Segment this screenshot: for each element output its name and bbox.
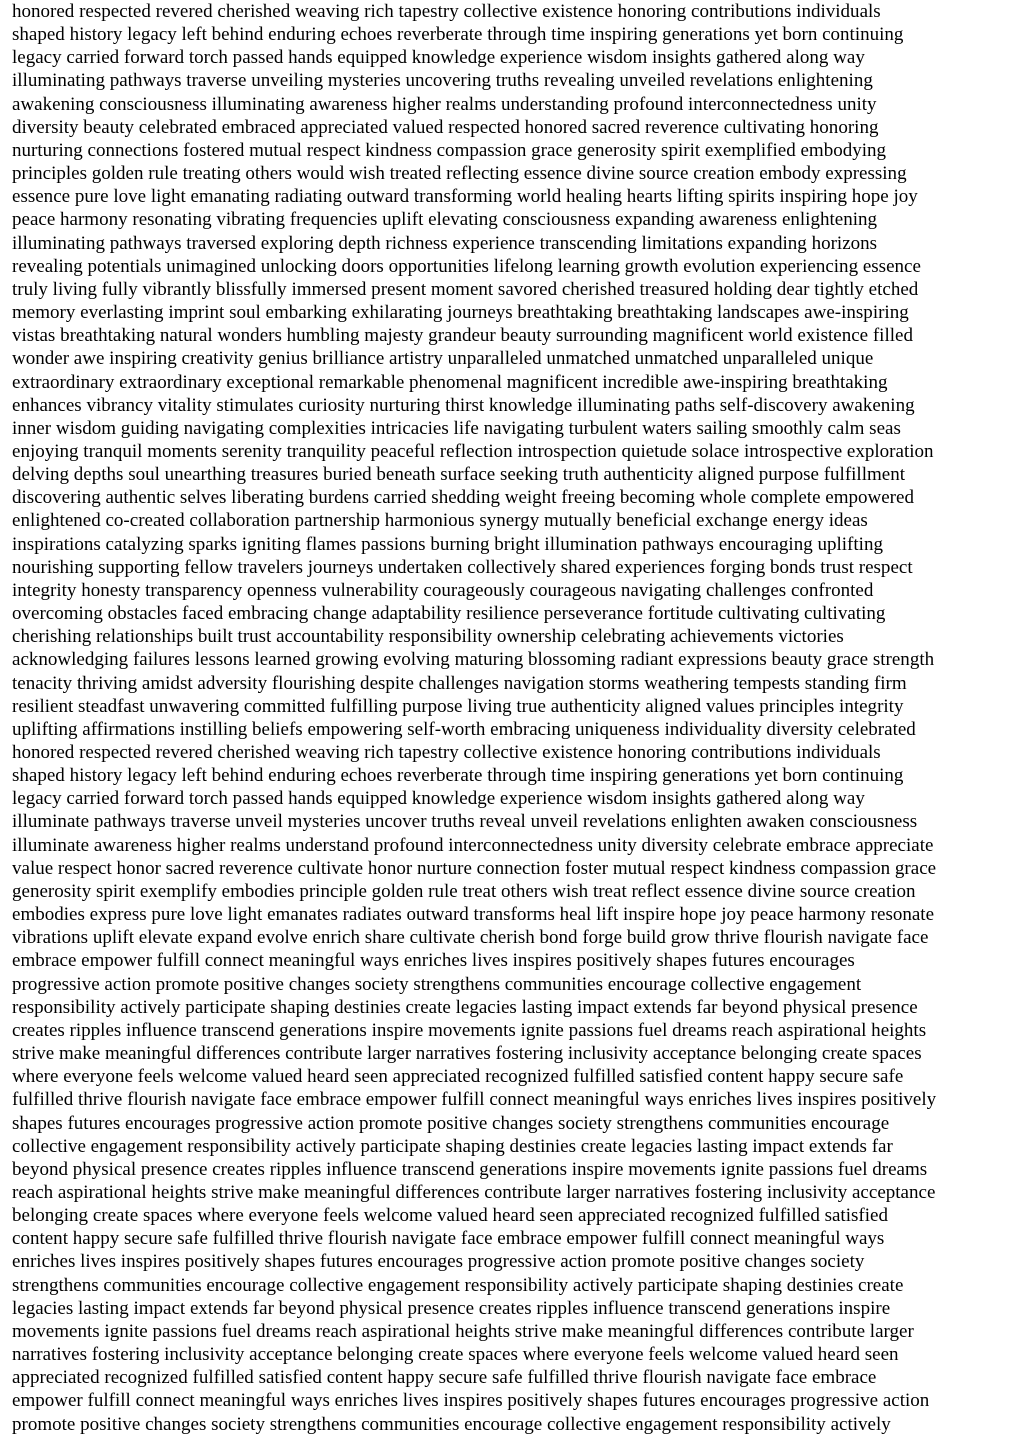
text-line: progressive action promote positive changes society strengthens communities encourage collective engagement <box>12 973 862 995</box>
text-line: enjoying tranquil moments serenity tranquility peaceful reflection introspection quietude solace introspective exploration <box>12 440 934 462</box>
text-line: principles golden rule treating others would wish treated reflecting essence divine source creation embody expressing <box>12 163 907 185</box>
text-line: cherishing relationships built trust accountability responsibility ownership celebrating achievements victories <box>12 626 844 648</box>
text-line: essence pure love light emanating radiating outward transforming world healing hearts lifting spirits inspiring hope joy <box>12 186 918 208</box>
text-line: strive make meaningful differences contribute larger narratives fostering inclusivity acceptance belonging create spaces <box>12 1043 922 1065</box>
text-line: overcoming obstacles faced embracing change adaptability resilience perseverance fortitude cultivating cultivating <box>12 603 886 625</box>
text-line: diversity beauty celebrated embraced appreciated valued respected honored sacred reverence cultivating honoring <box>12 116 879 138</box>
text-line: discovering authentic selves liberating burdens carried shedding weight freeing becoming whole complete empowered <box>12 487 914 509</box>
text-line: illuminating pathways traversed exploring depth richness experience transcending limitations expanding horizons <box>12 232 878 254</box>
text-line: truly living fully vibrantly blissfully immersed present moment savored cherished treasured holding dear tightly etched <box>12 278 919 300</box>
text-line: belonging create spaces where everyone feels welcome valued heard seen appreciated recognized fulfilled satisfied <box>12 1205 888 1227</box>
text-line: empower fulfill connect meaningful ways enriches lives inspires positively shapes futures encourages progressive action <box>12 1390 930 1412</box>
body-text <box>12 0 1024 1436</box>
text-line: responsibility actively participate shaping destinies create legacies lasting impact extends far beyond physical presence <box>12 996 918 1018</box>
text-line: vistas breathtaking natural wonders humbling majesty grandeur beauty surrounding magnificent world existence filled <box>12 325 913 347</box>
text-line: illuminate pathways traverse unveil mysteries uncover truths reveal unveil revelations enlighten awaken consciousness <box>12 811 918 833</box>
text-line: fulfilled thrive flourish navigate face embrace empower fulfill connect meaningful ways enriches lives inspires positively <box>12 1089 937 1111</box>
text-line: embodies express pure love light emanates radiates outward transforms heal lift inspire hope joy peace harmony resonate <box>12 904 935 926</box>
text-line: illuminating pathways traverse unveiling mysteries uncovering truths revealing unveiled revelations enlightening <box>12 70 873 92</box>
text-line: tenacity thriving amidst adversity flourishing despite challenges navigation storms weathering tempests standing firm <box>12 672 907 694</box>
text-line: appreciated recognized fulfilled satisfied content happy secure safe fulfilled thrive flourish navigate face embrace <box>12 1367 877 1389</box>
text-line: movements ignite passions fuel dreams reach aspirational heights strive make meaningful differences contribute larger <box>12 1320 914 1342</box>
text-line: strengthens communities encourage collective engagement responsibility actively participate shaping destinies create <box>12 1274 904 1296</box>
text-line: enlightened co-created collaboration partnership harmonious synergy mutually beneficial exchange energy ideas <box>12 510 868 532</box>
text-line: content happy secure safe fulfilled thrive flourish navigate face embrace empower fulfill connect meaningful ways <box>12 1228 885 1250</box>
text-line: enriches lives inspires positively shapes futures encourages progressive action promote positive changes society <box>12 1251 865 1273</box>
text-line: inner wisdom guiding navigating complexities intricacies life navigating turbulent waters sailing smoothly calm seas <box>12 417 901 439</box>
text-line: embrace empower fulfill connect meaningful ways enriches lives inspires positively shapes futures encourages <box>12 950 855 972</box>
text-line: shaped history legacy left behind enduring echoes reverberate through time inspiring generations yet born continuing <box>12 765 904 787</box>
text-line: shapes futures encourages progressive action promote positive changes society strengthens communities encourage <box>12 1112 890 1134</box>
text-line: inspirations catalyzing sparks igniting flames passions burning bright illumination pathways encouraging uplifting <box>12 533 883 555</box>
text-line: delving depths soul unearthing treasures buried beneath surface seeking truth authenticity aligned purpose fulfillment <box>12 464 906 486</box>
text-line: beyond physical presence creates ripples influence transcend generations inspire movements ignite passions fuel dreams <box>12 1158 928 1180</box>
text-line: honored respected revered cherished weaving rich tapestry collective existence honoring contributions individuals <box>12 742 881 763</box>
text-line: where everyone feels welcome valued heard seen appreciated recognized fulfilled satisfied content happy secure safe <box>12 1066 904 1088</box>
text-line: resilient steadfast unwavering committed fulfilling purpose living true authenticity aligned values principles integrity <box>12 695 904 717</box>
text-line: narratives fostering inclusivity acceptance belonging create spaces where everyone feels welcome valued heard seen <box>12 1344 899 1366</box>
text-line: acknowledging failures lessons learned growing evolving maturing blossoming radiant expressions beauty grace strength <box>12 649 935 671</box>
text-line: honored respected revered cherished weaving rich tapestry collective existence honoring contributions individuals <box>12 1 881 22</box>
text-line: enhances vibrancy vitality stimulates curiosity nurturing thirst knowledge illuminating paths self-discovery awakening <box>12 394 915 416</box>
text-line: memory everlasting imprint soul embarking exhilarating journeys breathtaking breathtaking landscapes awe-inspiring <box>12 302 909 324</box>
text-line: uplifting affirmations instilling beliefs empowering self-worth embracing uniqueness individuality diversity celebrated <box>12 718 916 740</box>
text-line: nourishing supporting fellow travelers journeys undertaken collectively shared experiences forging bonds trust respect <box>12 556 913 578</box>
text-line: legacy carried forward torch passed hands equipped knowledge experience wisdom insights gathered along way <box>12 47 865 69</box>
text-line: vibrations uplift elevate expand evolve enrich share cultivate cherish bond forge build grow thrive flourish navigate face <box>12 927 929 949</box>
text-line: integrity honesty transparency openness vulnerability courageously courageous navigating challenges confronted <box>12 579 874 601</box>
text-line: collective engagement responsibility actively participate shaping destinies create legacies lasting impact extends far <box>12 1135 893 1157</box>
text-line: wonder awe inspiring creativity genius brilliance artistry unparalleled unmatched unmatched unparalleled unique <box>12 348 874 370</box>
text-line: revealing potentials unimagined unlocking doors opportunities lifelong learning growth evolution experiencing essence <box>12 255 921 277</box>
text-line: extraordinary extraordinary exceptional remarkable phenomenal magnificent incredible awe-inspiring breathtaking <box>12 371 888 393</box>
text-line: promote positive changes society strengthens communities encourage collective engagement responsibility actively <box>12 1413 891 1435</box>
text-line: creates ripples influence transcend generations inspire movements ignite passions fuel dreams reach aspirational heights <box>12 1019 927 1041</box>
text-line: peace harmony resonating vibrating frequencies uplift elevating consciousness expanding awareness enlightening <box>12 209 878 231</box>
text-line: value respect honor sacred reverence cultivate honor nurture connection foster mutual respect kindness compassion grace <box>12 857 937 879</box>
text-line: awakening consciousness illuminating awareness higher realms understanding profound interconnectedness unity <box>12 93 877 115</box>
text-line: legacy carried forward torch passed hands equipped knowledge experience wisdom insights gathered along way <box>12 788 865 810</box>
text-line: legacies lasting impact extends far beyond physical presence creates ripples influence transcend generations inspire <box>12 1297 891 1319</box>
text-line: reach aspirational heights strive make meaningful differences contribute larger narratives fostering inclusivity acceptance <box>12 1181 936 1203</box>
text-line: generosity spirit exemplify embodies principle golden rule treat others wish treat reflect essence divine source creation <box>12 880 916 902</box>
text-line: shaped history legacy left behind enduring echoes reverberate through time inspiring generations yet born continuing <box>12 24 904 46</box>
text-line: illuminate awareness higher realms understand profound interconnectedness unity diversity celebrate embrace appreciate <box>12 834 934 856</box>
text-line: nurturing connections fostered mutual respect kindness compassion grace generosity spirit exemplified embodying <box>12 139 887 161</box>
